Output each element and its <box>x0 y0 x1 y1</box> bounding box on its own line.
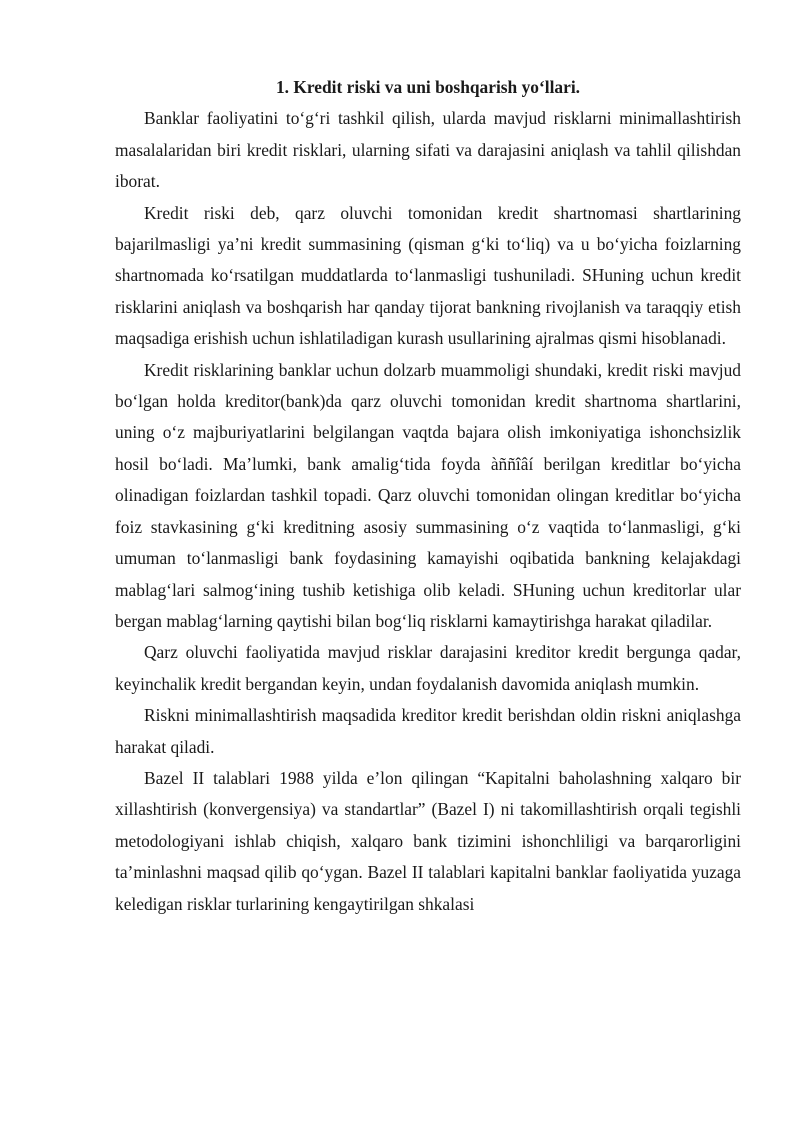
paragraph: Kredit riski deb, qarz oluvchi tomonidan kredit shartnomasi shartlarining bajarilmasligi ya’ni kredit summasining (qisman g‘ki to‘liq) va u bo‘yicha foizlarning shartnomada ko‘rsatilgan muddatlarda to‘lanmasligi tushuniladi. SHuning uchun kredit risklarini aniqlash va boshqarish har qanday tijorat bankning rivojlanish va taraqqiy etish maqsadiga erishish uchun ishlatiladigan kurash usullarining ajralmas qismi hisoblanadi. <box>115 202 741 349</box>
paragraph: Banklar faoliyatini to‘g‘ri tashkil qilish, ularda mavjud risklarni minimallashtirish masalalaridan biri kredit risklari, ularning sifati va darajasini aniqlash va tahlil qilishdan iborat. <box>115 108 741 192</box>
document-page <box>115 72 741 920</box>
paragraph: Qarz oluvchi faoliyatida mavjud risklar darajasini kreditor kredit bergunga qadar, keyinchalik kredit bergandan keyin, undan foydalanish davomida aniqlash mumkin. <box>115 642 741 694</box>
paragraph: Bazel II talablari 1988 yilda e’lon qilingan “Kapitalni baholashning xalqaro bir xillashtirish (konvergensiya) va standartlar” (Bazel I) ni takomillashtirish orqali tegishli metodologiyani ishlab chiqish, xalqaro bank tizimini ishonchliligi va barqarorligini ta’minlashni maqsad qilib qo‘ygan. Bazel II talablari kapitalni banklar faoliyatida yuzaga keledigan risklar turlarining kengaytirilgan shkalasi <box>115 767 741 914</box>
section-title: 1. Kredit riski va uni boshqarish yo‘llari. <box>275 77 581 97</box>
paragraph: Riskni minimallashtirish maqsadida kreditor kredit berishdan oldin riskni aniqlashga harakat qiladi. <box>115 705 741 757</box>
paragraph: Kredit risklarining banklar uchun dolzarb muammoligi shundaki, kredit riski mavjud bo‘lgan holda kreditor(bank)da qarz oluvchi tomonidan kredit shartnoma shartlarini, uning o‘z majburiyatlarini belgilangan vaqtda bajara olish imkoniyatiga ishonchsizlik hosil bo‘ladi. Ma’lumki, bank amalig‘tida foyda àññîâí berilgan kreditlar bo‘yicha olinadigan foizlardan tashkil topadi. Qarz oluvchi tomonidan olingan kreditlar bo‘yicha foiz stavkasining g‘ki kreditning asosiy summasining o‘z vaqtida to‘lanmasligi, g‘ki umuman to‘lanmasligi bank foydasining kamayishi oqibatida bankning kelajakdagi mablag‘lari salmog‘ining tushib ketishiga olib keladi. SHuning uchun kreditorlar ular bergan mablag‘larning qaytishi bilan bog‘liq risklarni kamaytirishga harakat qiladilar. <box>115 359 741 631</box>
